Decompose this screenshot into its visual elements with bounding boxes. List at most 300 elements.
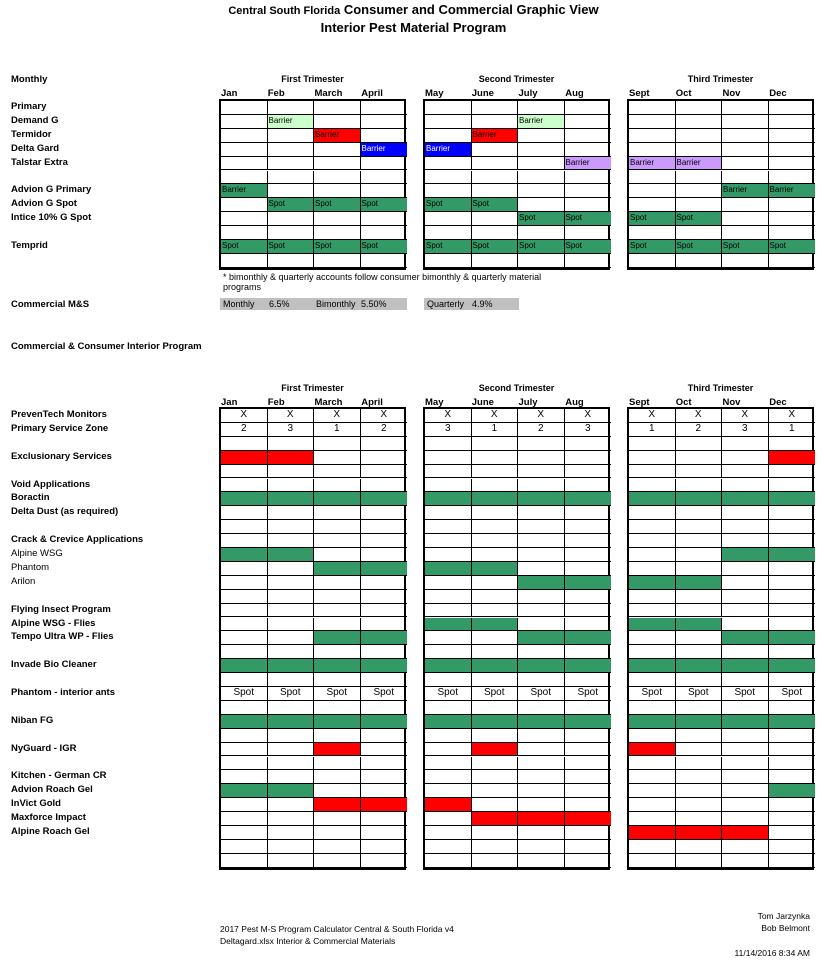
- grid-cell: [518, 129, 565, 143]
- grid-cell: [314, 590, 361, 604]
- month-header: May: [425, 88, 444, 99]
- grid-cell: [565, 826, 612, 840]
- grid-cell: [676, 562, 723, 576]
- grid-cell: [565, 465, 612, 479]
- grid-cell: [565, 437, 612, 451]
- grid-cell: [221, 212, 268, 226]
- grid-cell: [676, 618, 723, 632]
- grid-cell: [676, 757, 723, 771]
- trimester-grid: [219, 99, 406, 270]
- month-header: Sept: [629, 88, 650, 99]
- grid-cell: [268, 770, 315, 784]
- grid-cell: Spot: [221, 240, 268, 254]
- grid-cell: Barrier: [629, 157, 676, 171]
- grid-cell: [676, 171, 723, 185]
- grid-cell: [221, 562, 268, 576]
- grid-cell: [268, 254, 315, 268]
- grid-cell: [361, 437, 408, 451]
- grid-cell: X: [361, 409, 408, 423]
- grid-cell: [722, 479, 769, 493]
- grid-cell: [629, 184, 676, 198]
- grid-cell: [472, 812, 519, 826]
- ms-monthly-box: [220, 298, 407, 310]
- grid-cell: X: [221, 409, 268, 423]
- grid-cell: Barrier: [268, 115, 315, 129]
- grid-cell: [722, 645, 769, 659]
- grid-cell: [518, 479, 565, 493]
- grid-cell: X: [676, 409, 723, 423]
- grid-cell: [221, 645, 268, 659]
- grid-cell: [268, 798, 315, 812]
- grid-cell: [518, 465, 565, 479]
- grid-cell: [565, 492, 612, 506]
- grid-cell: [518, 101, 565, 115]
- grid-cell: [221, 659, 268, 673]
- grid-cell: [676, 645, 723, 659]
- grid-cell: Spot: [221, 687, 268, 701]
- grid-cell: [425, 171, 472, 185]
- month-header: Oct: [675, 88, 692, 99]
- grid-cell: Barrier: [565, 157, 612, 171]
- grid-cell: [361, 645, 408, 659]
- grid-cell: [629, 812, 676, 826]
- grid-cell: [314, 854, 361, 868]
- grid-cell: [629, 590, 676, 604]
- trimester-grid: [627, 407, 814, 870]
- grid-cell: Spot: [361, 240, 408, 254]
- grid-cell: [472, 715, 519, 729]
- grid-cell: [769, 465, 816, 479]
- grid-cell: [629, 604, 676, 618]
- grid-cell: Spot: [425, 198, 472, 212]
- grid-cell: [221, 534, 268, 548]
- row-label: Maxforce Impact: [11, 812, 86, 824]
- grid-cell: [769, 115, 816, 129]
- grid-cell: [629, 729, 676, 743]
- month-header: Aug: [565, 397, 584, 408]
- grid-cell: [361, 798, 408, 812]
- grid-cell: [565, 798, 612, 812]
- grid-cell: [629, 101, 676, 115]
- grid-cell: [268, 171, 315, 185]
- month-header: Jan: [221, 397, 238, 408]
- row-label: Niban FG: [11, 714, 54, 726]
- grid-cell: X: [722, 409, 769, 423]
- grid-cell: [518, 254, 565, 268]
- row-label: Invade Bio Cleaner: [11, 659, 97, 671]
- grid-cell: [769, 798, 816, 812]
- grid-cell: X: [629, 409, 676, 423]
- grid-cell: [565, 757, 612, 771]
- grid-cell: [472, 659, 519, 673]
- grid-cell: [221, 590, 268, 604]
- grid-cell: [565, 171, 612, 185]
- grid-cell: [722, 534, 769, 548]
- grid-cell: [472, 451, 519, 465]
- grid-cell: [676, 854, 723, 868]
- month-header: April: [361, 88, 383, 99]
- grid-cell: [314, 520, 361, 534]
- page-subtitle: Interior Pest Material Program: [320, 20, 507, 35]
- grid-cell: [221, 715, 268, 729]
- grid-cell: [518, 143, 565, 157]
- grid-cell: [769, 576, 816, 590]
- grid-cell: [629, 198, 676, 212]
- grid-cell: [565, 729, 612, 743]
- grid-cell: [769, 701, 816, 715]
- grid-cell: [769, 812, 816, 826]
- grid-cell: [769, 826, 816, 840]
- grid-cell: [769, 659, 816, 673]
- grid-cell: [472, 743, 519, 757]
- grid-cell: [268, 715, 315, 729]
- trimester-grid: [627, 99, 814, 270]
- grid-cell: [221, 604, 268, 618]
- grid-cell: [472, 548, 519, 562]
- grid-cell: [769, 548, 816, 562]
- footer-author-1: Tom Jarzynka: [757, 911, 810, 921]
- grid-cell: [268, 479, 315, 493]
- grid-cell: [268, 534, 315, 548]
- grid-cell: [676, 729, 723, 743]
- grid-cell: [565, 506, 612, 520]
- grid-cell: Spot: [676, 212, 723, 226]
- grid-cell: [676, 659, 723, 673]
- grid-cell: [518, 451, 565, 465]
- grid-cell: [518, 171, 565, 185]
- grid-cell: [518, 645, 565, 659]
- grid-cell: [361, 101, 408, 115]
- grid-cell: [565, 618, 612, 632]
- grid-cell: [722, 157, 769, 171]
- grid-cell: [472, 576, 519, 590]
- grid-cell: Spot: [472, 240, 519, 254]
- grid-cell: [425, 840, 472, 854]
- grid-cell: [472, 143, 519, 157]
- grid-cell: [221, 492, 268, 506]
- grid-cell: [676, 534, 723, 548]
- trimester-heading: First Trimester: [281, 74, 344, 84]
- grid-cell: [221, 812, 268, 826]
- grid-cell: [361, 451, 408, 465]
- grid-cell: [518, 757, 565, 771]
- grid-cell: [314, 770, 361, 784]
- month-header: Feb: [267, 88, 285, 99]
- grid-cell: [722, 770, 769, 784]
- grid-cell: [361, 659, 408, 673]
- grid-cell: [268, 506, 315, 520]
- grid-cell: Spot: [268, 687, 315, 701]
- grid-cell: Spot: [676, 240, 723, 254]
- grid-cell: [722, 226, 769, 240]
- month-header: Aug: [565, 88, 584, 99]
- grid-cell: [221, 854, 268, 868]
- grid-cell: [361, 157, 408, 171]
- grid-cell: [676, 129, 723, 143]
- grid-cell: [425, 576, 472, 590]
- grid-cell: [565, 743, 612, 757]
- grid-cell: [769, 254, 816, 268]
- grid-cell: [472, 492, 519, 506]
- grid-cell: [722, 743, 769, 757]
- grid-cell: [518, 854, 565, 868]
- grid-cell: [676, 520, 723, 534]
- grid-cell: [221, 157, 268, 171]
- grid-cell: [314, 143, 361, 157]
- grid-cell: [472, 506, 519, 520]
- grid-cell: [361, 548, 408, 562]
- grid-cell: [676, 798, 723, 812]
- grid-cell: [314, 576, 361, 590]
- grid-cell: Spot: [314, 687, 361, 701]
- grid-cell: X: [314, 409, 361, 423]
- grid-cell: [314, 212, 361, 226]
- page-title: [0, 2, 827, 17]
- grid-cell: [565, 479, 612, 493]
- grid-cell: [314, 184, 361, 198]
- grid-cell: [629, 115, 676, 129]
- grid-cell: [722, 784, 769, 798]
- grid-cell: [314, 479, 361, 493]
- grid-cell: [425, 129, 472, 143]
- grid-cell: [769, 157, 816, 171]
- ms-bimonthly-label: Bimonthly: [316, 299, 356, 309]
- grid-cell: [676, 451, 723, 465]
- trimester-heading: Third Trimester: [687, 383, 754, 393]
- grid-cell: [565, 645, 612, 659]
- grid-cell: [629, 645, 676, 659]
- grid-cell: [722, 631, 769, 645]
- grid-cell: [769, 212, 816, 226]
- footer-timestamp: 11/14/2016 8:34 AM: [734, 948, 810, 958]
- grid-cell: [472, 701, 519, 715]
- grid-cell: [472, 101, 519, 115]
- commercial-ms-label: Commercial M&S: [11, 299, 90, 310]
- grid-cell: [472, 854, 519, 868]
- grid-cell: [676, 506, 723, 520]
- grid-cell: [472, 254, 519, 268]
- grid-cell: [769, 645, 816, 659]
- grid-cell: [518, 770, 565, 784]
- grid-cell: [676, 770, 723, 784]
- grid-cell: [314, 812, 361, 826]
- grid-cell: [314, 115, 361, 129]
- grid-cell: [676, 784, 723, 798]
- grid-cell: [676, 479, 723, 493]
- grid-cell: [268, 492, 315, 506]
- grid-cell: [629, 506, 676, 520]
- grid-cell: [425, 645, 472, 659]
- trimester-grid: [219, 407, 406, 870]
- grid-cell: [472, 770, 519, 784]
- grid-cell: Barrier: [722, 184, 769, 198]
- grid-cell: [676, 254, 723, 268]
- grid-cell: [629, 479, 676, 493]
- grid-cell: [565, 129, 612, 143]
- grid-cell: [361, 465, 408, 479]
- grid-cell: X: [472, 409, 519, 423]
- grid-cell: [565, 673, 612, 687]
- grid-cell: Spot: [722, 240, 769, 254]
- section1-heading: Monthly: [11, 74, 48, 85]
- trimester-heading: Second Trimester: [478, 383, 555, 393]
- grid-cell: [565, 784, 612, 798]
- grid-cell: [221, 437, 268, 451]
- grid-cell: [722, 143, 769, 157]
- footer-file-name: Deltagard.xlsx Interior & Commercial Materials: [220, 936, 396, 946]
- grid-cell: [221, 548, 268, 562]
- grid-cell: [565, 115, 612, 129]
- grid-cell: [676, 743, 723, 757]
- grid-cell: Barrier: [518, 115, 565, 129]
- grid-cell: [518, 784, 565, 798]
- month-header: Feb: [267, 397, 285, 408]
- grid-cell: [676, 115, 723, 129]
- grid-cell: [472, 757, 519, 771]
- grid-cell: [361, 757, 408, 771]
- grid-cell: Spot: [314, 240, 361, 254]
- grid-cell: [472, 645, 519, 659]
- grid-cell: [425, 659, 472, 673]
- grid-cell: [769, 590, 816, 604]
- grid-cell: [314, 659, 361, 673]
- grid-cell: [722, 506, 769, 520]
- ms-quarterly-box: [424, 298, 519, 310]
- grid-cell: Spot: [472, 687, 519, 701]
- grid-cell: [314, 506, 361, 520]
- grid-cell: [518, 198, 565, 212]
- row-label: Phantom: [11, 561, 50, 573]
- grid-cell: [676, 437, 723, 451]
- grid-cell: [425, 548, 472, 562]
- section2-heading: Commercial & Consumer Interior Program: [11, 341, 202, 352]
- grid-cell: Spot: [425, 240, 472, 254]
- grid-cell: X: [425, 409, 472, 423]
- grid-cell: [472, 465, 519, 479]
- grid-cell: [268, 226, 315, 240]
- grid-cell: X: [565, 409, 612, 423]
- grid-cell: [769, 520, 816, 534]
- ms-quarterly-label: Quarterly: [427, 299, 465, 309]
- grid-cell: [472, 618, 519, 632]
- trimester-grid: [423, 407, 610, 870]
- grid-cell: [361, 784, 408, 798]
- grid-cell: [314, 492, 361, 506]
- grid-cell: [361, 743, 408, 757]
- grid-cell: [472, 520, 519, 534]
- row-label: Advion Roach Gel: [11, 784, 93, 796]
- grid-cell: [314, 798, 361, 812]
- grid-cell: [221, 254, 268, 268]
- grid-cell: Barrier: [676, 157, 723, 171]
- grid-cell: [268, 437, 315, 451]
- month-header: Sept: [629, 397, 650, 408]
- grid-cell: [361, 115, 408, 129]
- grid-cell: [361, 562, 408, 576]
- grid-cell: [565, 840, 612, 854]
- grid-cell: Barrier: [425, 143, 472, 157]
- grid-cell: [518, 715, 565, 729]
- grid-cell: [268, 757, 315, 771]
- grid-cell: [629, 226, 676, 240]
- grid-cell: [518, 743, 565, 757]
- grid-cell: [268, 520, 315, 534]
- month-header: Oct: [675, 397, 692, 408]
- row-label: Primary Service Zone: [11, 422, 109, 434]
- row-label: Delta Dust (as required): [11, 506, 119, 518]
- grid-cell: [769, 492, 816, 506]
- grid-cell: [314, 437, 361, 451]
- grid-cell: [565, 143, 612, 157]
- month-header: March: [314, 397, 343, 408]
- grid-cell: Spot: [565, 240, 612, 254]
- ms-monthly-label: Monthly: [223, 299, 255, 309]
- grid-cell: [629, 701, 676, 715]
- grid-cell: [314, 826, 361, 840]
- row-label: Alpine WSG - Flies: [11, 617, 96, 629]
- grid-cell: [518, 604, 565, 618]
- grid-cell: [361, 715, 408, 729]
- grid-cell: 2: [361, 423, 408, 437]
- grid-cell: [629, 798, 676, 812]
- grid-cell: [518, 590, 565, 604]
- grid-cell: [314, 631, 361, 645]
- grid-cell: [314, 729, 361, 743]
- grid-cell: Spot: [361, 198, 408, 212]
- grid-cell: [676, 840, 723, 854]
- footnote: * bimonthly & quarterly accounts follow consumer bimonthly & quarterly material programs: [223, 272, 542, 292]
- grid-cell: [518, 618, 565, 632]
- grid-cell: Barrier: [361, 143, 408, 157]
- grid-cell: [425, 212, 472, 226]
- grid-cell: Spot: [629, 240, 676, 254]
- grid-cell: [629, 826, 676, 840]
- grid-cell: [221, 798, 268, 812]
- grid-cell: [722, 129, 769, 143]
- grid-cell: [361, 479, 408, 493]
- grid-cell: 1: [314, 423, 361, 437]
- month-header: June: [471, 397, 494, 408]
- grid-cell: [268, 590, 315, 604]
- grid-cell: [769, 604, 816, 618]
- row-label: Intice 10% G Spot: [11, 212, 92, 224]
- grid-cell: [268, 184, 315, 198]
- grid-cell: [425, 492, 472, 506]
- grid-cell: [676, 673, 723, 687]
- grid-cell: [565, 701, 612, 715]
- month-header: Dec: [769, 397, 787, 408]
- grid-cell: [425, 226, 472, 240]
- grid-cell: [629, 534, 676, 548]
- grid-cell: [425, 254, 472, 268]
- grid-cell: [565, 590, 612, 604]
- grid-cell: [676, 198, 723, 212]
- grid-cell: [268, 101, 315, 115]
- grid-cell: [425, 715, 472, 729]
- grid-cell: [361, 184, 408, 198]
- grid-cell: [518, 826, 565, 840]
- grid-cell: [722, 798, 769, 812]
- grid-cell: [769, 743, 816, 757]
- grid-cell: [268, 451, 315, 465]
- grid-cell: 3: [425, 423, 472, 437]
- grid-cell: [629, 743, 676, 757]
- grid-cell: [361, 492, 408, 506]
- grid-cell: Spot: [769, 240, 816, 254]
- row-label: Alpine Roach Gel: [11, 826, 90, 837]
- grid-cell: [472, 437, 519, 451]
- grid-cell: Barrier: [769, 184, 816, 198]
